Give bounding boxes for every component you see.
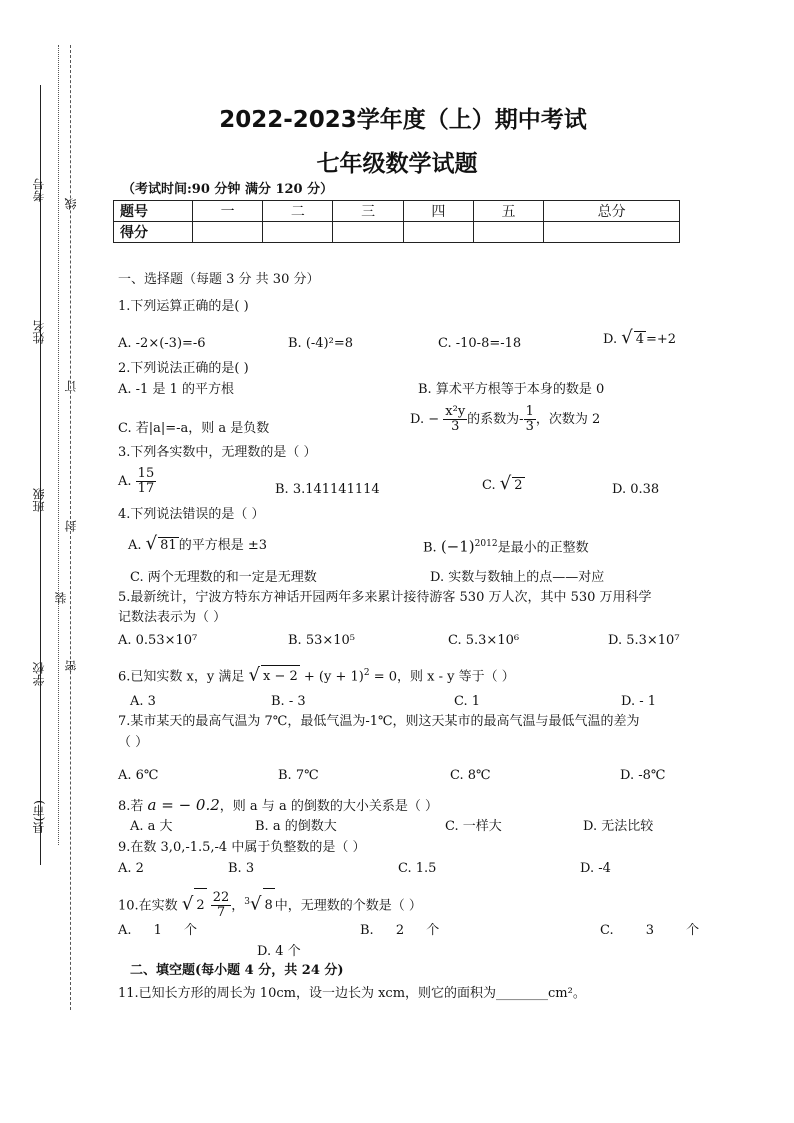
q2-option-d (410, 403, 600, 437)
q1-option-d (603, 327, 677, 348)
score-cell: 五 (473, 201, 543, 222)
score-cell: 三 (333, 201, 403, 222)
q4-option-d: D. 实数与数轴上的点——对应 (430, 570, 605, 585)
score-table (113, 200, 680, 243)
q9-option-c: C. 1.5 (398, 861, 437, 876)
cbrt-icon: √ (250, 893, 262, 915)
score-cell: 二 (263, 201, 333, 222)
q8-option-d: D. 无法比较 (583, 819, 654, 834)
q1-option-c: C. -10-8=-18 (438, 336, 522, 351)
q3-option-a (118, 466, 156, 498)
score-input-cell[interactable] (263, 222, 333, 243)
q7-option-c: C. 8℃ (450, 768, 491, 783)
q2-d-numerator2: 1 (525, 404, 534, 419)
q4-a-suffix: 的平方根是 ±3 (178, 538, 267, 553)
score-table-header-row (114, 201, 680, 222)
q4-b-prefix: B. (423, 540, 437, 556)
q6-option-a: A. 3 (130, 694, 156, 709)
q2-d-numerator: x²y (445, 404, 466, 419)
q6-option-c: C. 1 (454, 694, 481, 709)
q7-stem-line1: 7.某市某天的最高气温为 7℃，最低气温为-1℃，则这天某市的最高气温与最低气温的差为 (118, 714, 640, 729)
q5-stem-line2: 记数法表示为（ ） (118, 610, 227, 625)
q3-option-c (482, 473, 525, 494)
q2-d-fraction (443, 405, 467, 434)
q6-stem-prefix: 6.已知实数 x，y 满足 (118, 669, 245, 685)
q3-a-fraction (136, 467, 157, 496)
q9-option-d: D. -4 (580, 861, 611, 876)
score-input-cell[interactable] (333, 222, 403, 243)
q7-option-a: A. 6℃ (118, 768, 159, 783)
exam-info: （考试时间:90 分钟 满分 120 分） (122, 182, 334, 197)
q3-a-prefix: A. (118, 474, 132, 489)
sqrt-icon: √ (145, 533, 158, 554)
q10-option-a: A. 1 个 (118, 923, 198, 938)
q10-option-d: D. 4 个 (257, 944, 301, 959)
q5-option-b: B. 53×10⁵ (288, 633, 356, 648)
q5-option-a: A. 0.53×10⁷ (118, 633, 198, 648)
q10-stem (118, 885, 422, 923)
q2-option-a: A. -1 是 1 的平方根 (118, 382, 234, 397)
q9-option-a: A. 2 (118, 861, 144, 876)
q5-stem-line1: 5.最新统计，宁波方特东方神话开园两年多来累计接待游客 530 万人次，其中 530 万用科学 (118, 590, 652, 605)
q4-a-prefix: A. (128, 538, 142, 553)
q2-d-prefix: D. (410, 412, 425, 427)
q4-option-a (128, 533, 267, 554)
q6-option-d: D. - 1 (621, 694, 657, 709)
field-label-county: 县(市) (32, 800, 46, 834)
q10-radicand1: 2 (194, 888, 206, 923)
q5-option-d: D. 5.3×10⁷ (608, 633, 680, 648)
q4-option-c: C. 两个无理数的和一定是无理数 (130, 570, 317, 585)
score-input-cell[interactable] (473, 222, 543, 243)
q8-option-b: B. a 的倒数大 (255, 819, 337, 834)
q2-d-suffix: ，次数为 2 (535, 412, 601, 427)
q4-a-radicand: 81 (160, 538, 177, 553)
field-label-exam-number: 考号 (32, 178, 46, 202)
score-cell: 一 (193, 201, 263, 222)
q2-d-mid: 的系数为- (467, 412, 524, 427)
q1-d-suffix: =+2 (646, 332, 677, 347)
q10-denominator: 7 (216, 905, 226, 921)
q2-option-b: B. 算术平方根等于本身的数是 0 (418, 382, 605, 397)
q1-d-prefix: D. (603, 332, 618, 347)
q5-option-c: C. 5.3×10⁶ (448, 633, 520, 648)
q8-expr: a = − 0.2 (147, 796, 220, 814)
seal-label-xian: 线 (64, 198, 78, 210)
q10-option-c: C. 3 个 (600, 923, 700, 938)
q2-d-denominator: 3 (451, 419, 460, 434)
q10-numerator: 22 (212, 890, 230, 906)
q1-d-radicand: 4 (635, 332, 644, 347)
field-label-class: 班级 (32, 488, 46, 512)
exam-subtitle: 七年级数学试题 (316, 151, 478, 177)
q2-d-denominator2: 3 (525, 419, 534, 434)
q11-stem: 11.已知长方形的周长为 10cm，设一边长为 xcm，则它的面积为________cm²。 (118, 986, 586, 1001)
q8-stem-suffix: ，则 a 与 a 的倒数的大小关系是（ ） (219, 799, 438, 814)
score-cell: 四 (403, 201, 473, 222)
exam-title: 2022-2023学年度（上）期中考试 (219, 107, 587, 133)
q2-d-fraction2 (524, 405, 536, 434)
q6-option-b: B. - 3 (271, 694, 306, 709)
q4-b-exponent: 2012 (474, 539, 498, 549)
q3-option-d: D. 0.38 (612, 482, 660, 497)
score-cell: 得分 (114, 222, 193, 243)
seal-label-zhuang: 装 (54, 592, 68, 604)
sqrt-icon: √ (499, 473, 512, 494)
sqrt-icon: √ (181, 893, 194, 915)
q6-expr-end: = 0 (373, 669, 398, 685)
q3-c-radicand: 2 (514, 478, 523, 493)
q3-option-b: B. 3.141141114 (275, 482, 380, 497)
section1-heading: 一、选择题（每题 3 分 共 30 分） (118, 272, 320, 287)
q3-c-prefix: C. (482, 478, 496, 493)
seal-label-ding: 订 (64, 380, 78, 392)
q6-stem-suffix: ，则 x - y 等于（ ） (397, 669, 515, 685)
score-input-cell[interactable] (403, 222, 473, 243)
q8-stem (118, 797, 438, 815)
score-cell: 题号 (114, 201, 193, 222)
sqrt-icon: √ (621, 327, 633, 348)
q4-b-base: (−1) (440, 537, 475, 556)
q3-a-numerator: 15 (137, 466, 155, 481)
q7-option-d: D. -8℃ (620, 768, 666, 783)
q4-stem: 4.下列说法错误的是（ ） (118, 507, 265, 522)
q10-fraction (211, 891, 232, 920)
q1-option-a: A. -2×(-3)=-6 (118, 336, 206, 351)
q2-d-minus: − (428, 412, 440, 427)
field-label-school: 学校 (32, 662, 46, 686)
seal-label-mi: 密 (64, 660, 78, 672)
q6-radicand: x − 2 (261, 665, 300, 688)
q10-root-index: 3 (244, 897, 251, 907)
q3-a-denominator: 17 (137, 481, 155, 496)
q8-stem-prefix: 8.若 (118, 799, 144, 814)
score-cell: 总分 (544, 201, 680, 222)
q10-option-b: B. 2 个 (360, 923, 440, 938)
binding-solid-line (40, 85, 41, 865)
q10-stem-suffix: 中，无理数的个数是（ ） (274, 898, 422, 914)
q6-expr-mid: + (y + 1) (303, 669, 364, 685)
q1-option-b: B. (-4)²=8 (288, 336, 353, 351)
q4-option-b (423, 536, 589, 556)
q10-stem-prefix: 10.在实数 (118, 898, 178, 914)
q7-stem-line2: （ ） (118, 735, 149, 750)
field-label-name: 姓名 (32, 320, 46, 344)
q6-expr-exponent: 2 (363, 668, 370, 678)
q9-stem: 9.在数 3,0,-1.5,-4 中属于负整数的是（ ） (118, 840, 366, 855)
q10-separator: ， (231, 898, 245, 914)
q6-stem (118, 662, 515, 688)
sqrt-icon: √ (248, 664, 260, 686)
q9-option-b: B. 3 (228, 861, 255, 876)
q8-option-a: A. a 大 (130, 819, 173, 834)
score-table-score-row (114, 222, 680, 243)
section2-heading: 二、填空题(每小题 4 分，共 24 分) (130, 963, 344, 978)
seal-label-feng: 封 (64, 520, 78, 532)
q10-radicand2: 8 (263, 888, 275, 923)
q2-stem: 2.下列说法正确的是( ) (118, 361, 249, 376)
score-input-cell[interactable] (193, 222, 263, 243)
score-input-cell[interactable] (544, 222, 680, 243)
q3-stem: 3.下列各实数中，无理数的是（ ） (118, 445, 317, 460)
q2-option-c: C. 若|a|=-a，则 a 是负数 (118, 421, 270, 436)
q8-option-c: C. 一样大 (445, 819, 502, 834)
q7-option-b: B. 7℃ (278, 768, 319, 783)
q1-stem: 1.下列运算正确的是( ) (118, 299, 249, 314)
q4-b-suffix: 是最小的正整数 (497, 540, 589, 556)
